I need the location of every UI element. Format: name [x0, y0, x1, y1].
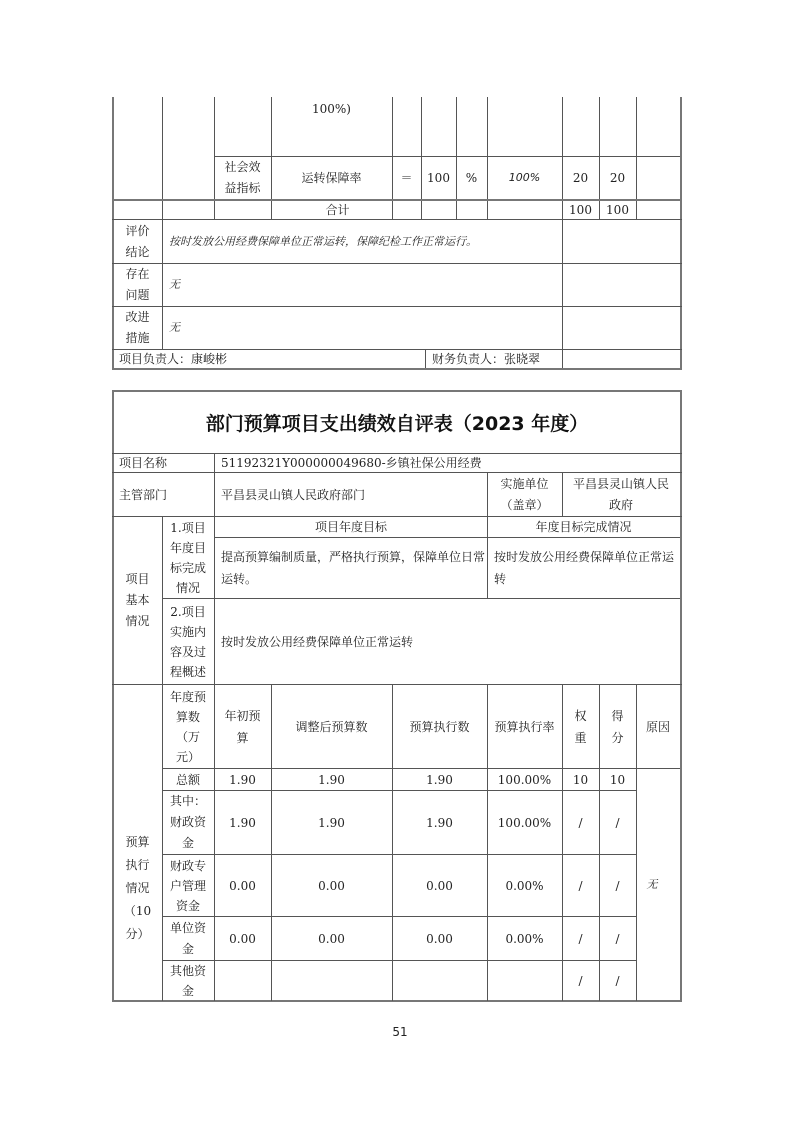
row-score: /: [615, 973, 620, 988]
page-number: 51: [392, 1025, 408, 1039]
row-rate: 100.00%: [497, 772, 552, 787]
row-label: 财政专 户管理 资金: [169, 858, 206, 913]
row-initial: 1.90: [229, 815, 256, 830]
budget-header-weight: 权 重: [574, 708, 587, 745]
indicator-unit: %: [465, 171, 478, 185]
finance-lead: 财务负责人：张晓翠: [432, 352, 541, 366]
row-weight: /: [578, 973, 583, 988]
row-adjusted: 1.90: [318, 772, 345, 787]
row-label: 总额: [175, 772, 200, 787]
dept-label: 主管部门: [119, 487, 168, 502]
row-rate: [487, 961, 562, 1000]
impl-content-value: 按时发放公用经费保障单位正常运转: [221, 634, 414, 649]
row-label: 其他资 金: [169, 963, 206, 998]
row-initial: 1.90: [229, 772, 256, 787]
goal-label: 1.项目 年度目 标完成 情况: [169, 520, 206, 595]
total-label: 合计: [325, 202, 350, 217]
row-adjusted: 1.90: [318, 815, 345, 830]
row-initial: [214, 961, 271, 1000]
indicator-target: 100: [427, 171, 450, 185]
budget-header-reason: 原因: [645, 719, 670, 734]
row-adjusted: [271, 961, 392, 1000]
indicator-category: 社会效 益指标: [224, 160, 261, 195]
improvements-value: 无: [169, 321, 180, 334]
project-lead: 项目负责人：康峻彬: [119, 352, 228, 366]
row-score: /: [615, 815, 620, 830]
row-rate: 0.00%: [505, 878, 544, 893]
goal-header: 项目年度目标: [314, 520, 387, 534]
completion-header: 年度目标完成情况: [535, 520, 632, 534]
row-weight: /: [578, 931, 583, 946]
row-score: /: [615, 878, 620, 893]
row-label: 其中： 财政资 金: [169, 794, 206, 850]
row-executed: 0.00: [426, 931, 453, 946]
row-score: /: [615, 931, 620, 946]
conclusion-label: 评价 结论: [125, 223, 150, 259]
indicator-operator: ＝: [400, 171, 413, 185]
completion-text: 按时发放公用经费保障单位正常运 转: [494, 550, 675, 586]
project-name-label: 项目名称: [119, 456, 168, 470]
impl-unit-label: 实施单位 （盖章）: [500, 476, 549, 512]
row-adjusted: 0.00: [318, 931, 345, 946]
indicator-weight: 20: [572, 171, 589, 185]
continued-cell-text: 100%): [312, 102, 351, 116]
budget-header-initial: 年初预 算: [224, 708, 261, 745]
row-executed: 0.00: [426, 878, 453, 893]
budget-section-label: 预算 执行 情况 （10 分）: [123, 834, 152, 941]
total-weight: 100: [569, 202, 592, 217]
problems-label: 存在 问题: [125, 267, 150, 302]
impl-unit-value: 平昌县灵山镇人民 政府: [572, 476, 669, 512]
budget-header-executed: 预算执行数: [409, 719, 470, 734]
row-label: 单位资 金: [169, 920, 206, 956]
row-initial: 0.00: [229, 878, 256, 893]
row-weight: /: [578, 815, 583, 830]
row-weight: /: [578, 878, 583, 893]
row-rate: 0.00%: [505, 931, 544, 946]
total-score: 100: [606, 202, 629, 217]
impl-content-label: 2.项目 实施内 容及过 程概述: [169, 604, 206, 679]
basic-info-label: 项目 基本 情况: [125, 572, 150, 628]
conclusion-value: 按时发放公用经费保障单位正常运转，保障纪检工作正常运行。: [169, 234, 477, 248]
row-executed: 1.90: [426, 815, 453, 830]
budget-header-adjusted: 调整后预算数: [295, 719, 368, 734]
row-score: 10: [609, 772, 626, 787]
row-rate: 100.00%: [497, 815, 552, 830]
row-executed: 1.90: [426, 772, 453, 787]
dept-value: 平昌县灵山镇人民政府部门: [221, 487, 366, 502]
improvements-label: 改进 措施: [125, 310, 150, 345]
indicator-actual: 100%: [508, 171, 541, 184]
indicator-name: 运转保障率: [301, 171, 362, 185]
project-name-value: 51192321Y000000049680-乡镇社保公用经费: [221, 456, 482, 470]
row-adjusted: 0.00: [318, 878, 345, 893]
row-initial: 0.00: [229, 931, 256, 946]
goal-text: 提高预算编制质量，严格执行预算，保障单位日常 运转。: [221, 550, 486, 586]
budget-header-score: 得 分: [611, 708, 624, 745]
row-executed: [392, 961, 487, 1000]
problems-value: 无: [169, 278, 180, 291]
budget-header-rate: 预算执行率: [494, 719, 555, 734]
form-title: 部门预算项目支出绩效自评表（2023 年度）: [205, 412, 589, 435]
budget-header-annual: 年度预 算数 （万 元）: [169, 689, 206, 764]
row-weight: 10: [572, 772, 589, 787]
budget-reason: 无: [646, 877, 658, 891]
indicator-score: 20: [609, 171, 626, 185]
